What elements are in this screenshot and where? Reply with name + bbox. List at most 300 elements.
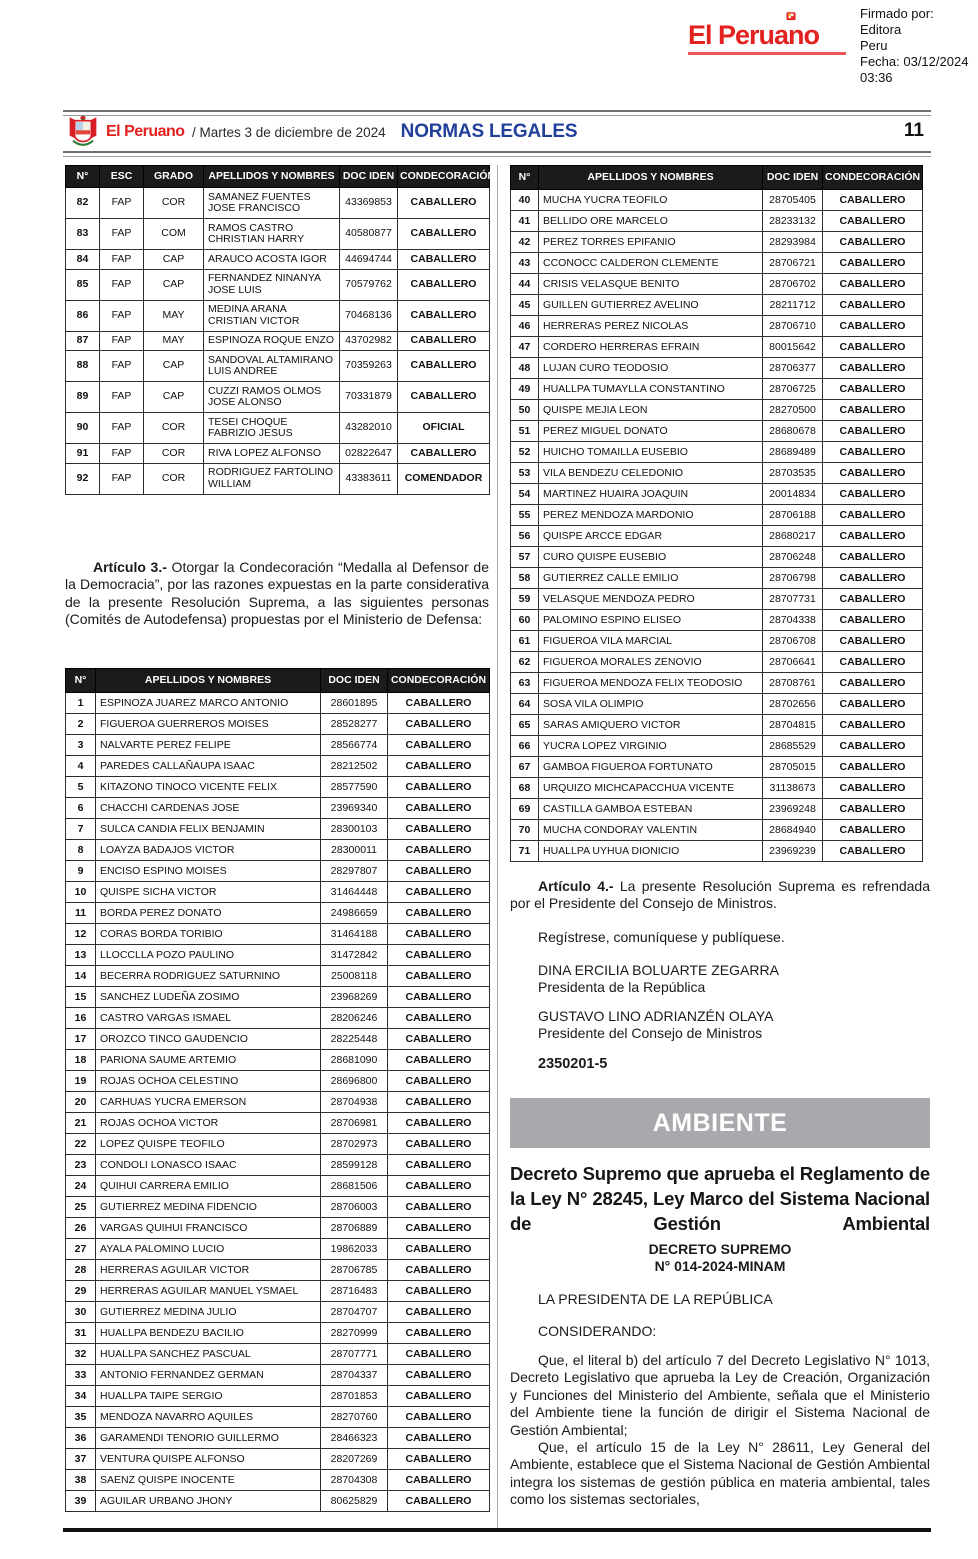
table-cell: CABALLERO <box>823 841 923 862</box>
table-cell: 12 <box>66 924 96 945</box>
table-row <box>66 413 490 444</box>
table-cell: 24986659 <box>321 903 388 924</box>
table-cell: PEREZ MIGUEL DONATO <box>539 421 763 442</box>
table-cell: 40580877 <box>340 219 398 250</box>
table-row <box>511 694 923 715</box>
table-cell: LOPEZ QUISPE TEOFILO <box>96 1134 321 1155</box>
table-cell: CABALLERO <box>823 190 923 211</box>
table-row <box>66 693 490 714</box>
table-cell: HUALLPA BENDEZU BACILIO <box>96 1323 321 1344</box>
considerando-line: CONSIDERANDO: <box>538 1323 657 1339</box>
table-row <box>66 382 490 413</box>
table-row <box>66 1218 490 1239</box>
table-row <box>511 358 923 379</box>
signatory-name: GUSTAVO LINO ADRIANZÉN OLAYA <box>538 1008 774 1024</box>
table-cell: 68 <box>511 778 539 799</box>
table-cell: 55 <box>511 505 539 526</box>
table-row <box>511 673 923 694</box>
table-cell: 28211712 <box>763 295 823 316</box>
table-cell: 65 <box>511 715 539 736</box>
table-row <box>511 715 923 736</box>
table-cell: FIGUEROA VILA MARCIAL <box>539 631 763 652</box>
table-cell: CABALLERO <box>388 861 490 882</box>
page-bottom-rule <box>63 1528 931 1532</box>
table-cell: CASTRO VARGAS ISMAEL <box>96 1008 321 1029</box>
table-cell: SULCA CANDIA FELIX BENJAMIN <box>96 819 321 840</box>
table-cell: 28706785 <box>321 1260 388 1281</box>
table-cell: 46 <box>511 316 539 337</box>
table-cell: 31464188 <box>321 924 388 945</box>
table-cell: CABALLERO <box>823 547 923 568</box>
table-cell: CABALLERO <box>388 903 490 924</box>
table-cell: 28270500 <box>763 400 823 421</box>
col-header: APELLIDOS Y NOMBRES <box>539 166 763 190</box>
table-cell: CABALLERO <box>823 799 923 820</box>
masthead-top-rule <box>63 110 931 116</box>
table-row <box>66 1113 490 1134</box>
table-cell: BELLIDO ORE MARCELO <box>539 211 763 232</box>
table-cell: CABALLERO <box>823 232 923 253</box>
table-row <box>66 1071 490 1092</box>
table-cell: 21 <box>66 1113 96 1134</box>
table-cell: 28270760 <box>321 1407 388 1428</box>
table-cell: 28706725 <box>763 379 823 400</box>
fap-decorations-table <box>65 165 496 495</box>
table-cell: 91 <box>66 444 100 464</box>
table-row <box>511 505 923 526</box>
table-cell: CABALLERO <box>398 300 490 331</box>
articulo-3-paragraph <box>65 559 489 629</box>
table-cell: FAP <box>100 463 144 494</box>
table-cell: 28599128 <box>321 1155 388 1176</box>
table-cell: CABALLERO <box>823 631 923 652</box>
table-cell: FAP <box>100 413 144 444</box>
table-cell: 70 <box>511 820 539 841</box>
table-cell: COR <box>144 413 204 444</box>
table-row <box>66 300 490 331</box>
table-row <box>511 568 923 589</box>
table-row <box>511 526 923 547</box>
table-cell: CABALLERO <box>388 819 490 840</box>
table-cell: CHACCHI CARDENAS JOSE <box>96 798 321 819</box>
signature-line: Firmado por: Editora <box>860 6 934 37</box>
articulo-4-paragraph <box>510 878 930 913</box>
table-cell: 49 <box>511 379 539 400</box>
col-header: CONDECORACIÓN <box>823 166 923 190</box>
table-row <box>511 442 923 463</box>
table-cell: 28 <box>66 1260 96 1281</box>
table-cell: HUALLPA TUMAYLLA CONSTANTINO <box>539 379 763 400</box>
table-cell: 28689489 <box>763 442 823 463</box>
table-cell: 23969239 <box>763 841 823 862</box>
col-header: DOC IDEN <box>763 166 823 190</box>
table-row <box>66 714 490 735</box>
table-cell: 80625829 <box>321 1491 388 1512</box>
table-cell: 28706248 <box>763 547 823 568</box>
masthead-brand: El Peruano <box>106 123 185 140</box>
table-cell: CABALLERO <box>388 1428 490 1449</box>
table-cell: ESPINOZA JUAREZ MARCO ANTONIO <box>96 693 321 714</box>
table-cell: COR <box>144 444 204 464</box>
table-cell: 50 <box>511 400 539 421</box>
table-row <box>511 589 923 610</box>
table-cell: CABALLERO <box>823 253 923 274</box>
table-cell: FAP <box>100 351 144 382</box>
table-cell: CABALLERO <box>388 714 490 735</box>
table-cell: 28300103 <box>321 819 388 840</box>
table-cell: 28716483 <box>321 1281 388 1302</box>
table-cell: CABALLERO <box>823 379 923 400</box>
table-cell: 28696800 <box>321 1071 388 1092</box>
decree-heading <box>510 1241 930 1275</box>
table-cell: 28706721 <box>763 253 823 274</box>
table-cell: 64 <box>511 694 539 715</box>
table-cell: CABALLERO <box>388 1092 490 1113</box>
table-cell: BECERRA RODRIGUEZ SATURNINO <box>96 966 321 987</box>
table-cell: CRISIS VELASQUE BENITO <box>539 274 763 295</box>
table-cell: 28706188 <box>763 505 823 526</box>
table-cell: CABALLERO <box>823 820 923 841</box>
table-cell: 52 <box>511 442 539 463</box>
table-cell: CABALLERO <box>388 987 490 1008</box>
table-row <box>66 987 490 1008</box>
table-row <box>511 631 923 652</box>
table-cell: 82 <box>66 188 100 219</box>
decree-heading-line: DECRETO SUPREMO <box>648 1241 792 1257</box>
table-cell: FAP <box>100 382 144 413</box>
table-cell: CABALLERO <box>823 589 923 610</box>
table-cell: CABALLERO <box>388 1155 490 1176</box>
table-cell: CABALLERO <box>388 1134 490 1155</box>
table-cell: ROJAS OCHOA VICTOR <box>96 1113 321 1134</box>
table-cell: CABALLERO <box>823 211 923 232</box>
col-header: CONDECORACIÓN <box>398 166 490 188</box>
table-row <box>511 337 923 358</box>
table-row <box>66 1428 490 1449</box>
table-cell: 28684940 <box>763 820 823 841</box>
table-row <box>511 652 923 673</box>
table-cell: GAMBOA FIGUEROA FORTUNATO <box>539 757 763 778</box>
table-row <box>511 400 923 421</box>
table-cell: CABALLERO <box>823 568 923 589</box>
table-cell: ANTONIO FERNANDEZ GERMAN <box>96 1365 321 1386</box>
table-cell: CABALLERO <box>398 382 490 413</box>
table-cell: QUISPE ARCCE EDGAR <box>539 526 763 547</box>
page-number: 11 <box>903 120 924 141</box>
table-cell: 30 <box>66 1302 96 1323</box>
table-cell: 37 <box>66 1449 96 1470</box>
col-header: APELLIDOS Y NOMBRES <box>96 669 321 693</box>
table-cell: CABALLERO <box>823 463 923 484</box>
table-cell: 43 <box>511 253 539 274</box>
table-cell: CORAS BORDA TORIBIO <box>96 924 321 945</box>
table-row <box>66 840 490 861</box>
table-cell: HERRERAS AGUILAR MANUEL YSMAEL <box>96 1281 321 1302</box>
table-cell: ROJAS OCHOA CELESTINO <box>96 1071 321 1092</box>
table-cell: CASTILLA GAMBOA ESTEBAN <box>539 799 763 820</box>
table-cell: YUCRA LOPEZ VIRGINIO <box>539 736 763 757</box>
table-row <box>66 250 490 270</box>
table-cell: HERRERAS PEREZ NICOLAS <box>539 316 763 337</box>
table-cell: FAP <box>100 331 144 351</box>
table-cell: CABALLERO <box>388 1218 490 1239</box>
table-cell: 28207269 <box>321 1449 388 1470</box>
table-cell: 33 <box>66 1365 96 1386</box>
table-cell: 34 <box>66 1386 96 1407</box>
table-cell: ENCISO ESPINO MOISES <box>96 861 321 882</box>
table-row <box>511 820 923 841</box>
table-cell: 20 <box>66 1092 96 1113</box>
table-cell: FIGUEROA MENDOZA FELIX TEODOSIO <box>539 673 763 694</box>
table-cell: 19862033 <box>321 1239 388 1260</box>
table-cell: 87 <box>66 331 100 351</box>
table-cell: 66 <box>511 736 539 757</box>
table-cell: 85 <box>66 269 100 300</box>
table-cell: 28702973 <box>321 1134 388 1155</box>
table-row <box>511 841 923 862</box>
signatory-block <box>538 1008 930 1043</box>
table-cell: CABALLERO <box>398 351 490 382</box>
decree-paragraph: Que, el artículo 15 de la Ley N° 28611, Ley General del Ambiente, establece que el Sistema Nacional de Gestión Ambiental integra los sistemas de gestión pública en materia ambiental, tales como los sistemas sectoriales, <box>510 1439 930 1508</box>
table-cell: CABALLERO <box>398 219 490 250</box>
table-cell: CABALLERO <box>398 444 490 464</box>
table-cell: 11 <box>66 903 96 924</box>
table-row <box>66 1134 490 1155</box>
table-cell: 25 <box>66 1197 96 1218</box>
table-cell: CARHUAS YUCRA EMERSON <box>96 1092 321 1113</box>
table-cell: CABALLERO <box>823 274 923 295</box>
table-cell: CURO QUISPE EUSEBIO <box>539 547 763 568</box>
col-header: N° <box>511 166 539 190</box>
table-cell: 17 <box>66 1029 96 1050</box>
table-cell: CAP <box>144 269 204 300</box>
col-header: ESC <box>100 166 144 188</box>
table-cell: CABALLERO <box>823 778 923 799</box>
table-cell: PARIONA SAUME ARTEMIO <box>96 1050 321 1071</box>
table-cell: CABALLERO <box>823 610 923 631</box>
table-cell: ESPINOZA ROQUE ENZO <box>204 331 340 351</box>
table-cell: FIGUEROA MORALES ZENOVIO <box>539 652 763 673</box>
table-cell: 28707771 <box>321 1344 388 1365</box>
table-cell: CABALLERO <box>388 840 490 861</box>
table-row <box>66 1386 490 1407</box>
table-cell: CABALLERO <box>388 1323 490 1344</box>
table-cell: 29 <box>66 1281 96 1302</box>
table-cell: 28206246 <box>321 1008 388 1029</box>
table-cell: 28706377 <box>763 358 823 379</box>
table-cell: 53 <box>511 463 539 484</box>
table-cell: GUTIERREZ MEDINA FIDENCIO <box>96 1197 321 1218</box>
table-row <box>511 463 923 484</box>
table-row <box>66 219 490 250</box>
table-cell: 35 <box>66 1407 96 1428</box>
table-cell: CABALLERO <box>388 882 490 903</box>
table-cell: 62 <box>511 652 539 673</box>
table-cell: 32 <box>66 1344 96 1365</box>
table-cell: QUISPE SICHA VICTOR <box>96 882 321 903</box>
table-cell: PALOMINO ESPINO ELISEO <box>539 610 763 631</box>
table-cell: 70359263 <box>340 351 398 382</box>
col-header: DOC IDEN <box>321 669 388 693</box>
table-cell: MARTINEZ HUAIRA JOAQUIN <box>539 484 763 505</box>
table-cell: 14 <box>66 966 96 987</box>
table-cell: LOAYZA BADAJOS VICTOR <box>96 840 321 861</box>
table-cell: 6 <box>66 798 96 819</box>
table-cell: RIVA LOPEZ ALFONSO <box>204 444 340 464</box>
table-cell: 31 <box>66 1323 96 1344</box>
table-row <box>66 188 490 219</box>
table-cell: 24 <box>66 1176 96 1197</box>
table-cell: 45 <box>511 295 539 316</box>
table-row <box>511 295 923 316</box>
table-row <box>66 1323 490 1344</box>
table-cell: 28706702 <box>763 274 823 295</box>
table-cell: 28704338 <box>763 610 823 631</box>
table-cell: QUISPE MEJIA LEON <box>539 400 763 421</box>
table-cell: RAMOS CASTRO CHRISTIAN HARRY <box>204 219 340 250</box>
col-header: APELLIDOS Y NOMBRES <box>204 166 340 188</box>
table-cell: CABALLERO <box>388 1239 490 1260</box>
table-cell: GUILLEN GUTIERREZ AVELINO <box>539 295 763 316</box>
table-cell: BORDA PEREZ DONATO <box>96 903 321 924</box>
table-row <box>66 1008 490 1029</box>
decree-title: Decreto Supremo que aprueba el Reglamento de la Ley N° 28245, Ley Marco del Sistema Nacional de Gestión Ambiental <box>510 1163 930 1234</box>
table-cell: 28704707 <box>321 1302 388 1323</box>
table-cell: CABALLERO <box>388 1281 490 1302</box>
table-row <box>66 444 490 464</box>
table-cell: 28707731 <box>763 589 823 610</box>
table-cell: MUCHA CONDORAY VALENTIN <box>539 820 763 841</box>
table-cell: SANCHEZ LUDEÑA ZOSIMO <box>96 987 321 1008</box>
table-cell: 60 <box>511 610 539 631</box>
table-cell: GUTIERREZ CALLE EMILIO <box>539 568 763 589</box>
table-cell: 28706981 <box>321 1113 388 1134</box>
table-cell: 54 <box>511 484 539 505</box>
table-row <box>66 966 490 987</box>
table-row <box>66 1344 490 1365</box>
table-header-row <box>66 166 496 188</box>
table-row <box>66 1029 490 1050</box>
civil-decorations-table-right <box>510 165 923 862</box>
table-cell: FAP <box>100 188 144 219</box>
table-cell: CORDERO HERRERAS EFRAIN <box>539 337 763 358</box>
table-row <box>66 1260 490 1281</box>
table-cell: 80015642 <box>763 337 823 358</box>
table-cell: CABALLERO <box>388 1407 490 1428</box>
table-cell: CABALLERO <box>823 337 923 358</box>
table-cell: 15 <box>66 987 96 1008</box>
table-cell: AGUILAR URBANO JHONY <box>96 1491 321 1512</box>
table-row <box>66 756 490 777</box>
table-cell: 88 <box>66 351 100 382</box>
table-cell: 28680678 <box>763 421 823 442</box>
table-cell: 83 <box>66 219 100 250</box>
table-cell: HERRERAS AGUILAR VICTOR <box>96 1260 321 1281</box>
table-cell: 28300011 <box>321 840 388 861</box>
table-row <box>66 351 490 382</box>
table-cell: 28702656 <box>763 694 823 715</box>
table-row <box>66 1491 490 1512</box>
table-cell: KITAZONO TINOCO VICENTE FELIX <box>96 777 321 798</box>
table-row <box>511 211 923 232</box>
table-cell: 28577590 <box>321 777 388 798</box>
table-cell: URQUIZO MICHCAPACCHUA VICENTE <box>539 778 763 799</box>
table-cell: CABALLERO <box>823 694 923 715</box>
table-cell: CUZZI RAMOS OLMOS JOSE ALONSO <box>204 382 340 413</box>
table-cell: 28704938 <box>321 1092 388 1113</box>
table-cell: 28212502 <box>321 756 388 777</box>
table-row <box>511 736 923 757</box>
table-cell: 28293984 <box>763 232 823 253</box>
table-cell: 28706710 <box>763 316 823 337</box>
table-row <box>66 1239 490 1260</box>
table-cell: HUALLPA UYHUA DIONICIO <box>539 841 763 862</box>
table-cell: COM <box>144 219 204 250</box>
table-cell: CONDOLI LONASCO ISAAC <box>96 1155 321 1176</box>
table-row <box>66 819 490 840</box>
table-cell: RODRIGUEZ FARTOLINO WILLIAM <box>204 463 340 494</box>
table-cell: 28528277 <box>321 714 388 735</box>
table-cell: 43369853 <box>340 188 398 219</box>
table-cell: 67 <box>511 757 539 778</box>
table-cell: GUTIERREZ MEDINA JULIO <box>96 1302 321 1323</box>
table-cell: 31464448 <box>321 882 388 903</box>
table-cell: 58 <box>511 568 539 589</box>
table-cell: CABALLERO <box>388 1365 490 1386</box>
table-cell: CABALLERO <box>823 316 923 337</box>
table-cell: CABALLERO <box>388 1386 490 1407</box>
decree-body <box>510 1352 930 1509</box>
table-cell: 28703535 <box>763 463 823 484</box>
col-header: N° <box>66 669 96 693</box>
table-cell: 41 <box>511 211 539 232</box>
table-cell: FAP <box>100 300 144 331</box>
table-row <box>511 190 923 211</box>
table-row <box>66 798 490 819</box>
table-cell: 31472842 <box>321 945 388 966</box>
table-cell: 25008118 <box>321 966 388 987</box>
table-cell: FAP <box>100 269 144 300</box>
table-cell: 31138673 <box>763 778 823 799</box>
table-cell: VILA BENDEZU CELEDONIO <box>539 463 763 484</box>
table-row <box>66 1197 490 1218</box>
table-cell: SANDOVAL ALTAMIRANO LUIS ANDREE <box>204 351 340 382</box>
table-header-row <box>66 669 490 693</box>
table-cell: CABALLERO <box>388 1449 490 1470</box>
table-cell: CABALLERO <box>823 442 923 463</box>
table-cell: 26 <box>66 1218 96 1239</box>
civil-decorations-table-left <box>65 668 490 1512</box>
table-row <box>511 799 923 820</box>
table-cell: 28708761 <box>763 673 823 694</box>
table-cell: 43282010 <box>340 413 398 444</box>
table-cell: 70579762 <box>340 269 398 300</box>
table-cell: 5 <box>66 777 96 798</box>
logo-motto-line <box>688 52 846 55</box>
table-cell: 28705405 <box>763 190 823 211</box>
table-cell: 20014834 <box>763 484 823 505</box>
table-cell: 27 <box>66 1239 96 1260</box>
table-cell: 28706708 <box>763 631 823 652</box>
table-cell: CABALLERO <box>388 1470 490 1491</box>
table-cell: CABALLERO <box>388 1491 490 1512</box>
table-cell: 23969340 <box>321 798 388 819</box>
digital-signature-text <box>860 6 978 86</box>
signatory-title: Presidenta de la República <box>538 979 706 996</box>
table-cell: CABALLERO <box>388 1071 490 1092</box>
table-cell: 22 <box>66 1134 96 1155</box>
table-cell: OFICIAL <box>398 413 490 444</box>
